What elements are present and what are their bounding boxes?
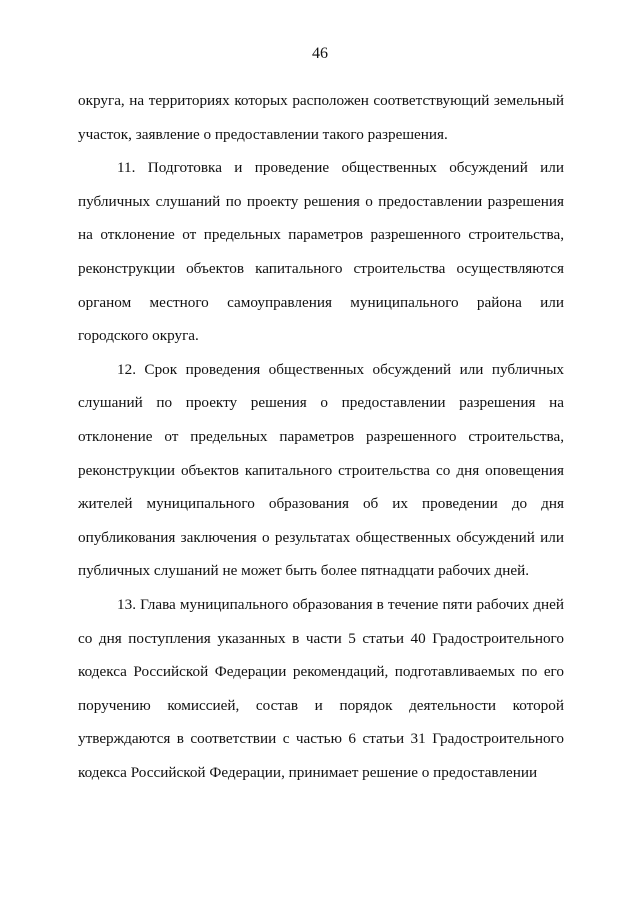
paragraph-continuation: округа, на территориях которых расположен соответствующий земельный участок, заявление о предоставлении такого разрешения. bbox=[78, 92, 564, 143]
paragraph-13: 13. Глава муниципального образования в течение пяти рабочих дней со дня поступления указанных в части 5 статьи 40 Градостроительного кодекса Российской Федерации рекомендаций, подготавливаемых по его поручению комиссией, состав и порядок деятельности которой утверждаются в соответствии с частью 6 статьи 31 Градостроительного кодекса Российской Федерации, принимает решение о предоставлении bbox=[78, 595, 564, 781]
paragraph-11: 11. Подготовка и проведение общественных обсуждений или публичных слушаний по проекту решения о предоставлении разрешения на отклонение от предельных параметров разрешенного строительства, реконструкции объектов капитального строительства осуществляются органом местного самоуправления муниципального района или городского округа. bbox=[78, 159, 564, 345]
page-number: 46 bbox=[312, 45, 328, 62]
document-body bbox=[78, 84, 564, 789]
paragraph-12: 12. Срок проведения общественных обсуждений или публичных слушаний по проекту решения о предоставлении разрешения на отклонение от предельных параметров разрешенного строительства, реконструкции объектов капитального строительства со дня оповещения жителей муниципального образования об их проведении до дня опубликования заключения о результатах общественных обсуждений или публичных слушаний не может быть более пятнадцати рабочих дней. bbox=[78, 360, 564, 580]
